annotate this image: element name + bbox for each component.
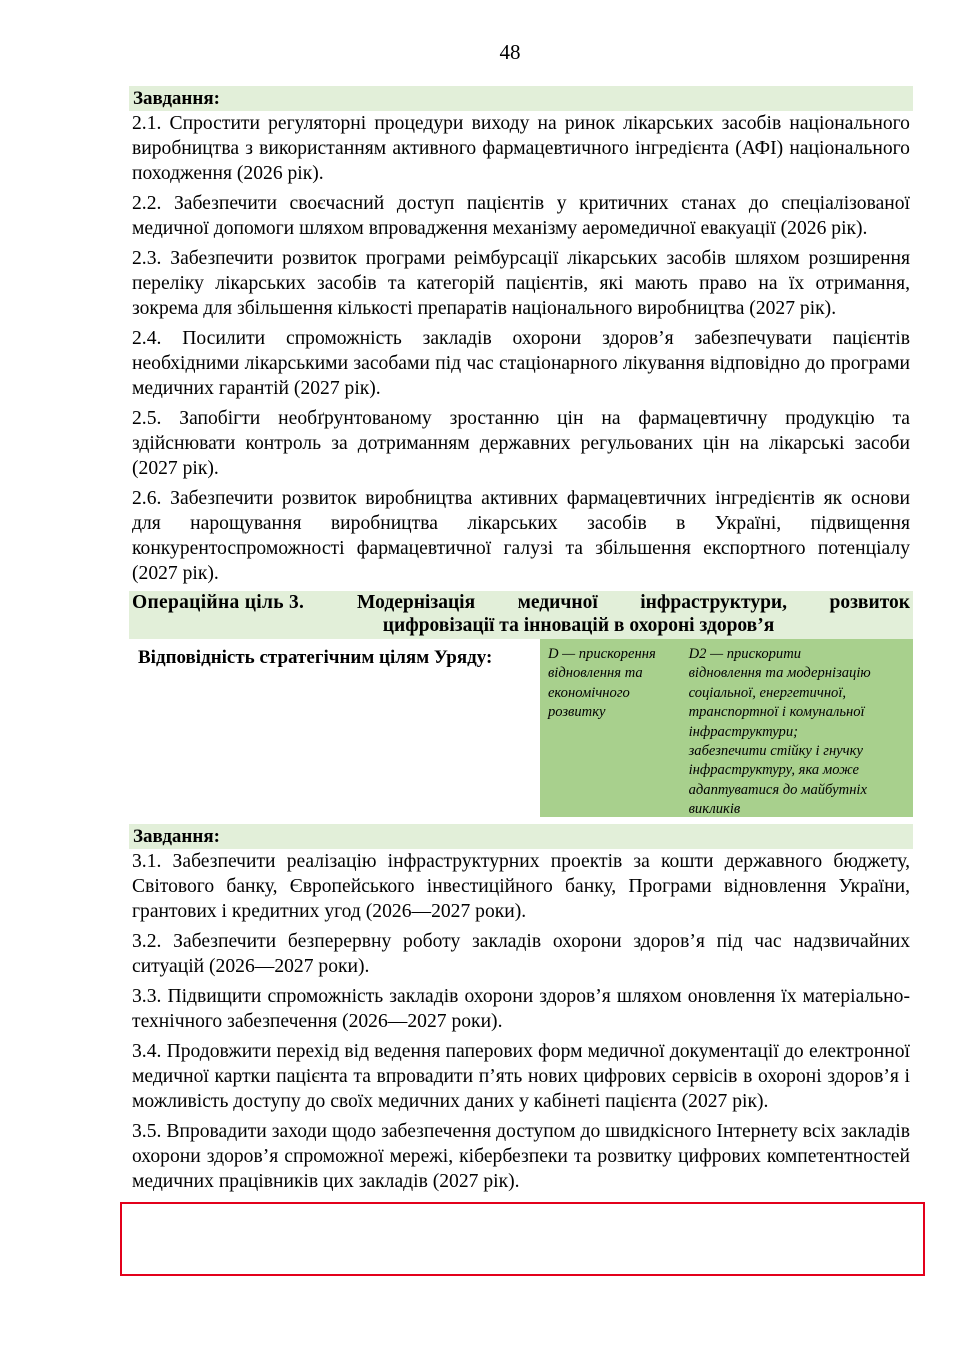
operational-goal-label: Операційна ціль 3. [132,592,305,613]
task-line: закладів охорони здоров’я спроможної мережі, кібербезпеки та розвитку цифрових [132,1121,910,1167]
task-line: 2.3. Забезпечити розвиток програми реімбурсації лікарських засобів шляхом [132,248,800,269]
alignment-line: D2 — прискорити [688,646,802,662]
operational-goal-title-line: цифровізації та інновацій в охороні здоров’я [382,615,775,636]
page-number: 48 [499,40,521,64]
task-line: 3.5. Впровадити заходи щодо забезпечення доступом до швидкісного Інтернету всіх [132,1121,836,1142]
task-line: 3.2. Забезпечити безперервну роботу закладів охорони здоров’я під час [132,931,782,952]
task-item [129,111,913,186]
task-line: в охороні здоров’я і можливість доступу до своїх медичних даних у кабінеті пацієнта [132,1066,911,1112]
task-line: 3.3. Підвищити спроможність закладів охорони здоров’я шляхом оновлення їх [132,986,797,1007]
task-item [129,1119,913,1194]
task-line: 2.1. Спростити регуляторні процедури виходу на ринок лікарських засобів [132,113,782,134]
task-line: 2.2. Забезпечити своєчасний доступ пацієнтів у критичних станах до спеціалізованої [132,193,910,214]
alignment-line: відновлення та модернізацію [688,665,871,682]
tasks-heading-1: Завдання: [129,86,913,111]
task-line: матеріально-технічного забезпечення (2026—2027 роки). [132,986,910,1032]
task-item [129,849,913,924]
task-item [129,1039,913,1114]
task-line: 3.1. Забезпечити реалізацію інфраструктурних проектів за кошти державного [132,851,823,872]
task-line: бюджету, Світового банку, Європейського інвестиційного банку, Програми [132,851,910,897]
task-line: здійснювати контроль за дотриманням державних регульованих цін на лікарські [132,433,845,454]
task-line: 2.4. Посилити спроможність закладів охорони здоров’я забезпечувати пацієнтів [132,328,910,349]
alignment-line: інфраструктуру, яка може [688,762,859,779]
strategic-subgoal-cell [683,639,913,817]
operational-goal-title [357,591,910,637]
alignment-line: забезпечити стійку і гнучку [688,743,863,760]
task-line: надзвичайних ситуацій (2026—2027 роки). [132,931,910,977]
task-line: програми медичних гарантій (2027 рік). [132,353,910,399]
task-line: відновлення України, грантових і кредитних угод (2026—2027 роки). [132,876,910,922]
task-item [129,406,913,481]
task-list-1 [129,111,913,586]
tasks-heading-2: Завдання: [129,824,913,849]
task-line: конкурентоспроможності фармацевтичної галузі та збільшення експортного [132,538,806,559]
alignment-line: інфраструктури; [688,723,798,740]
alignment-line: відновлення та [547,665,643,682]
task-item [129,191,913,241]
task-item [129,929,913,979]
task-line: інгредієнта (АФІ) національного походження (2026 рік). [132,138,910,184]
task-line: основи для нарощування виробництва лікарських засобів в Україні, підвищення [132,488,910,534]
task-item [129,486,913,586]
task-item [129,246,913,321]
alignment-line: розвитку [547,704,606,721]
task-item [129,984,913,1034]
alignment-line: викликів [688,801,741,818]
strategic-alignment-label: Відповідність стратегічним цілям Уряду: [138,647,493,668]
operational-goal-3 [129,591,913,639]
task-list-2 [129,849,913,1194]
task-line: їх отримання, зокрема для збільшення кількості препаратів національного [132,273,910,319]
task-line: 3.4. Продовжити перехід від ведення паперових форм медичної документації до [132,1041,804,1062]
alignment-line: економічного [547,684,630,701]
alignment-line: транспортної і комунальної [688,704,865,721]
task-line: 2.6. Забезпечити розвиток виробництва активних фармацевтичних інгредієнтів як [132,488,843,509]
document-body [129,86,913,1194]
alignment-line: D — прискорення [547,646,656,662]
task-line: 2.5. Запобігти необґрунтованому зростанню цін на фармацевтичну продукцію та [132,408,910,429]
alignment-line: соціальної, енергетичної, [688,684,847,701]
strategic-alignment-row [129,639,913,817]
task-line: необхідними лікарськими засобами під час стаціонарного лікування відповідно до [132,353,826,374]
operational-goal-title-line: Модернізація медичної інфраструктури, розвиток [357,592,910,613]
task-line: медичної допомоги шляхом впровадження механізму аеромедичної евакуації [132,218,776,239]
task-line: (2027 рік). [681,1091,769,1112]
task-line: виробництва (2027 рік). [637,298,837,319]
task-item [129,326,913,401]
alignment-line: адаптуватися до майбутніх [688,781,867,798]
highlight-box [120,1202,925,1276]
task-line: національного виробництва з використанням активного фармацевтичного [132,113,910,159]
task-line: компетентностей медичних працівників цих закладів (2027 рік). [132,1146,910,1192]
task-line: (2026 рік). [780,218,868,239]
task-line: засоби (2027 рік). [132,433,910,479]
strategic-goal-cell [540,639,683,817]
task-line: потенціалу (2027 рік). [132,538,910,584]
task-line: електронної медичної картки пацієнта та впровадити п’ять нових цифрових сервісів [132,1041,910,1087]
task-line: розширення переліку лікарських засобів та категорій пацієнтів, які мають право на [132,248,910,294]
